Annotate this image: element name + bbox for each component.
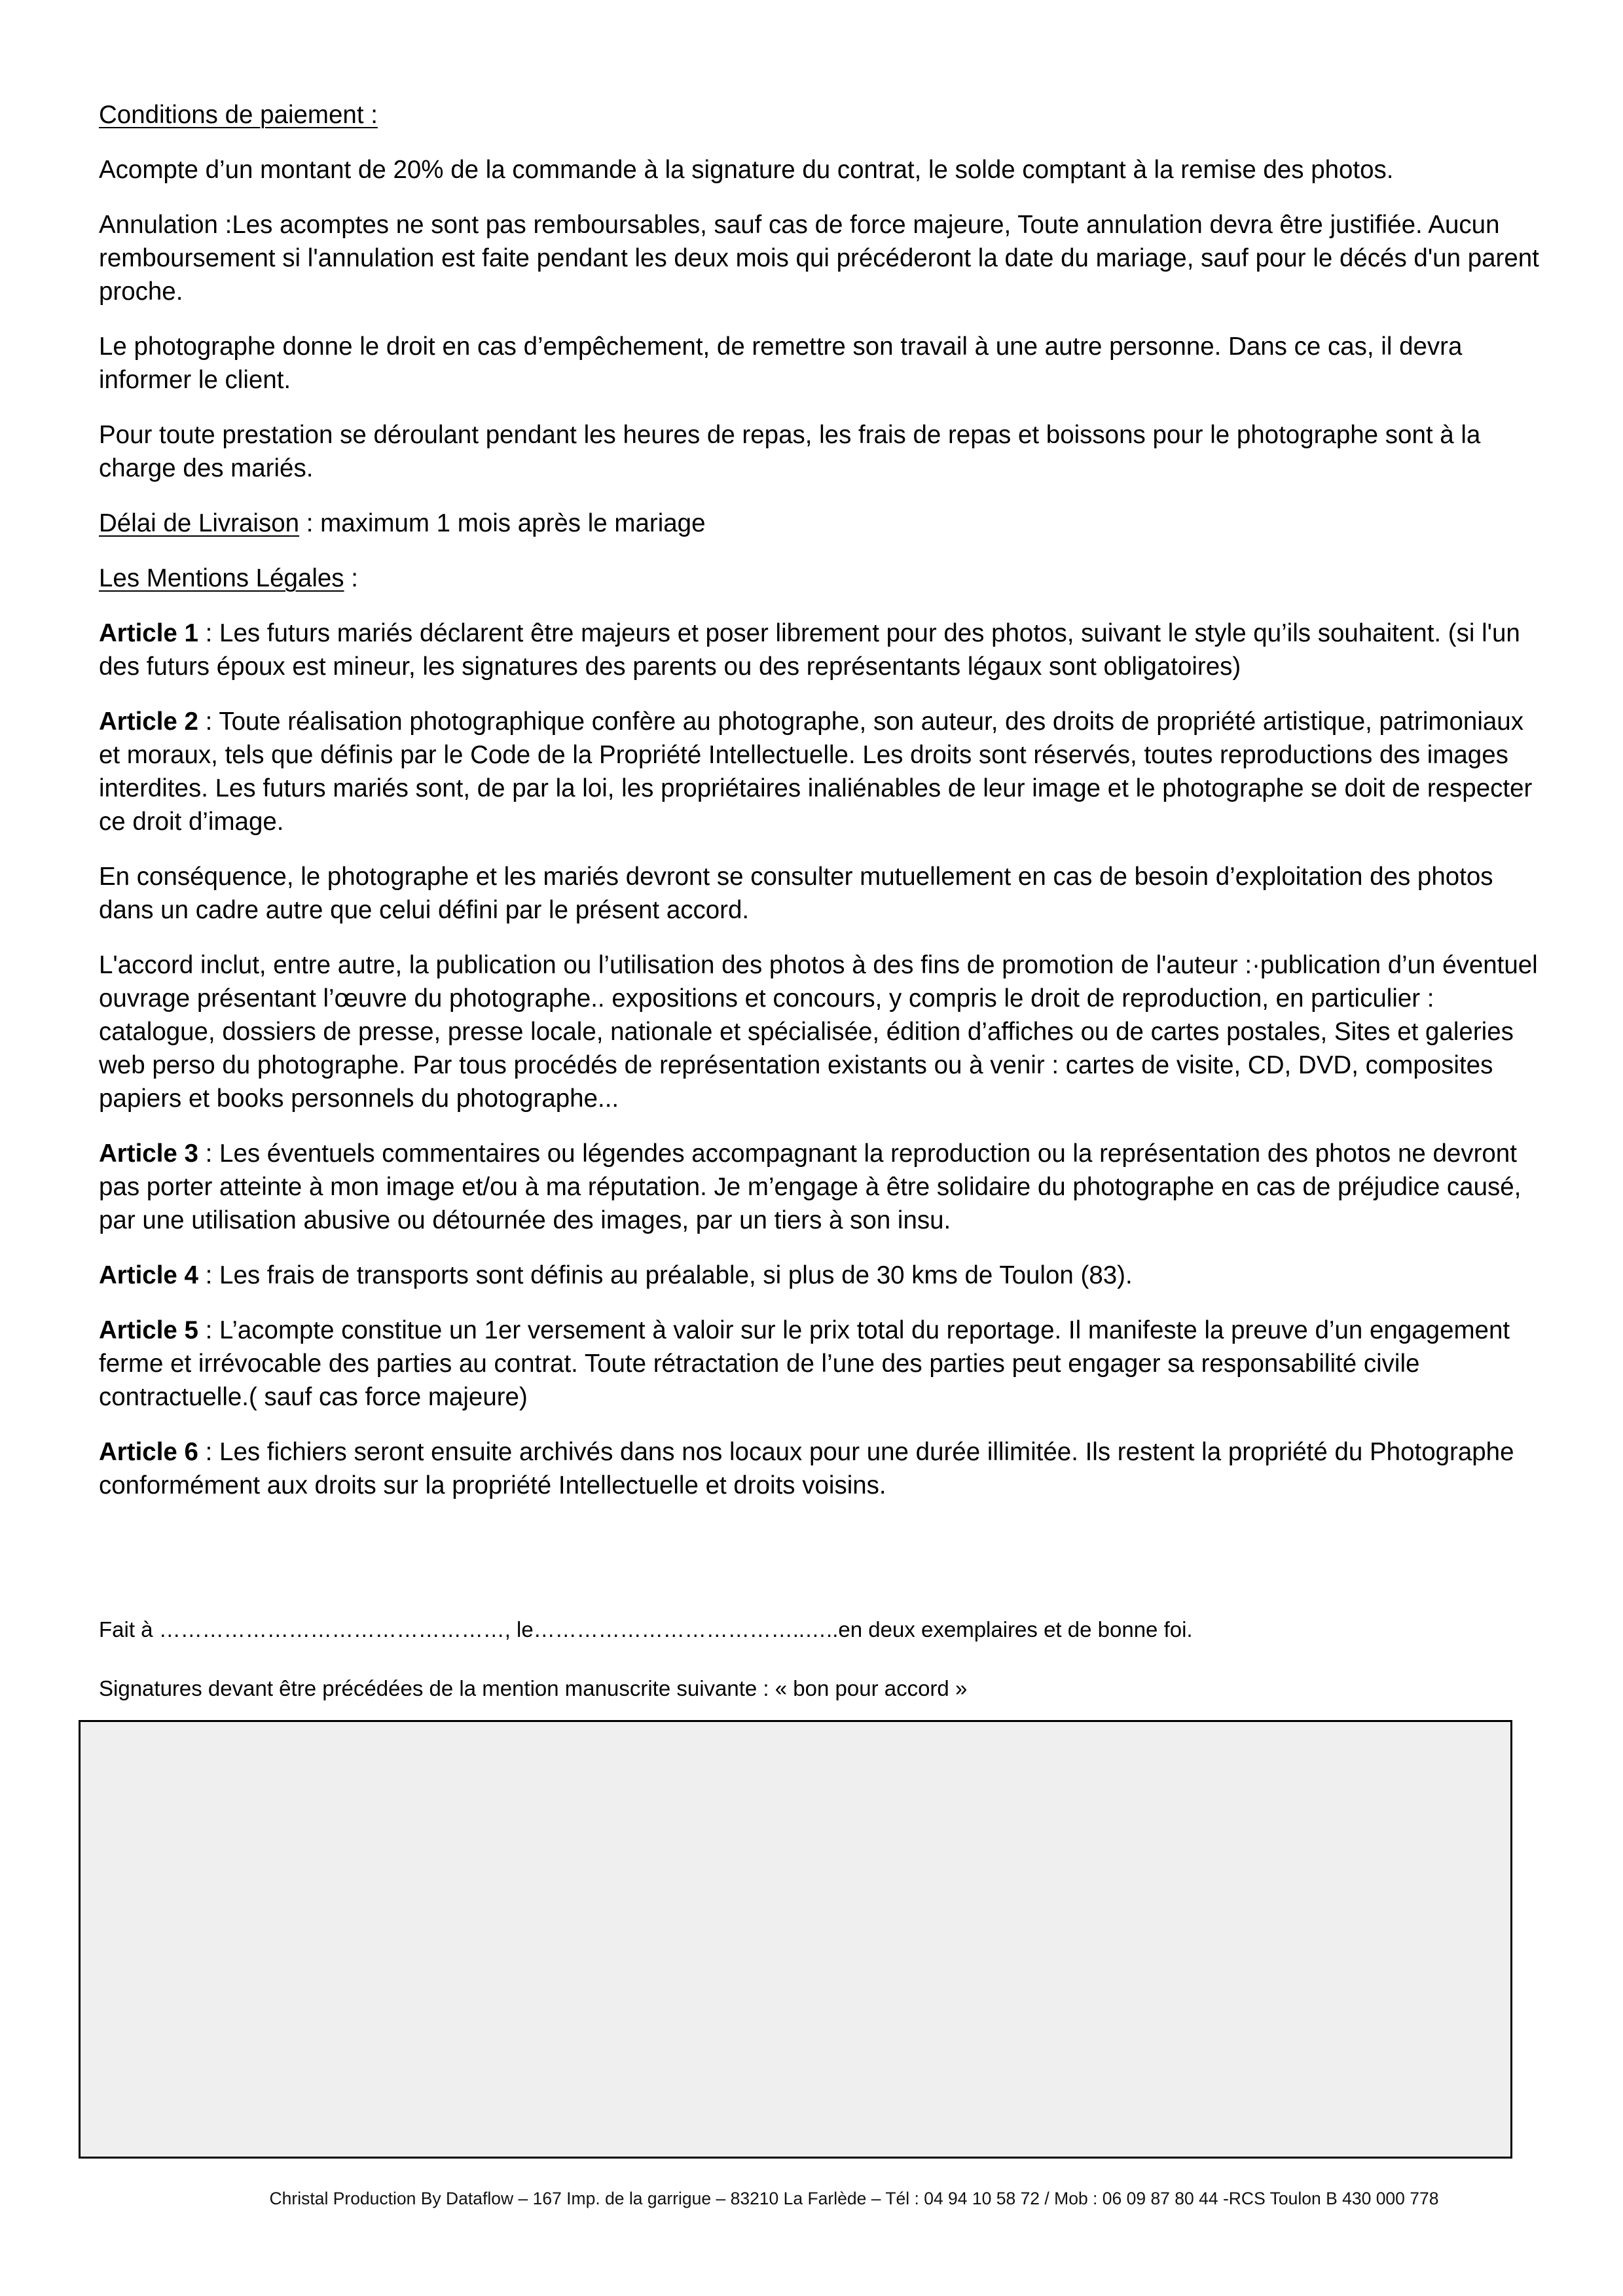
article-5-label: Article 5	[99, 1316, 198, 1344]
legal-label: Les Mentions Légales	[99, 564, 344, 592]
footer-company-info: Christal Production By Dataflow – 167 Imp. de la garrigue – 83210 La Farlède – Tél : 04 94 10 58 72 / Mob : 06 09 87 80 44 -RCS Toulon B 430 000 778	[269, 2189, 1439, 2208]
article-2	[99, 705, 1539, 838]
delivery-label: Délai de Livraison	[99, 509, 300, 537]
signature-box[interactable]	[79, 1720, 1512, 2159]
accord-paragraph: L'accord inclut, entre autre, la publication ou l’utilisation des photos à des fins de promotion de l'auteur :·publication d’un éventuel ouvrage présentant l’œuvre du photographe.. expositions et concours, y compris le droit de reproduction, en particulier : catalogue, dossiers de presse, presse locale, nationale et spécialisée, édition d’affiches ou de cartes postales, Sites et galeries web perso du photographe. Par tous procédés de représentation existants ou à venir : cartes de visite, CD, DVD, composites papiers et books personnels du photographe...	[99, 951, 1538, 1113]
article-5-text: : L’acompte constitue un 1er versement à valoir sur le prix total du reportage. Il manifeste la preuve d’un engagement ferme et irrévocable des parties au contrat. Toute rétractation de l’une des parties peut engager sa responsabilité civile contractuelle.( sauf cas force majeure)	[99, 1316, 1510, 1411]
article-4-text: : Les frais de transports sont définis au préalable, si plus de 30 kms de Toulon (83).	[198, 1261, 1133, 1289]
fait-a-line: Fait à …………………………………………, le………………………………..…..en deux exemplaires et de bonne foi.	[99, 1617, 1193, 1641]
article-1-text: : Les futurs mariés déclarent être majeurs et poser librement pour des photos, suivant le style qu’ils souhaitent. (si l'un des futurs époux est mineur, les signatures des parents ou des représentants légaux sont obligatoires)	[99, 619, 1520, 681]
article-4-label: Article 4	[99, 1261, 198, 1289]
article-6	[99, 1435, 1539, 1502]
article-1-label: Article 1	[99, 619, 198, 647]
article-4	[99, 1259, 1539, 1292]
signature-mention: Signatures devant être précédées de la mention manuscrite suivante : « bon pour accord »	[99, 1676, 968, 1700]
annulation-paragraph: Annulation :Les acomptes ne sont pas remboursables, sauf cas de force majeure, Toute annulation devra être justifiée. Aucun remboursement si l'annulation est faite pendant les deux mois qui précéderont la date du mariage, sauf pour le décés d'un parent proche.	[99, 211, 1539, 306]
legal-suffix: :	[344, 564, 358, 592]
payment-heading-text: Conditions de paiement :	[99, 101, 378, 129]
acompte-paragraph: Acompte d’un montant de 20% de la commande à la signature du contrat, le solde comptant à la remise des photos.	[99, 156, 1394, 184]
article-2-text: : Toute réalisation photographique confère au photographe, son auteur, des droits de propriété artistique, patrimoniaux et moraux, tels que définis par le Code de la Propriété Intellectuelle. Les droits sont réservés, toutes reproductions des images interdites. Les futurs mariés sont, de par la loi, les propriétaires inaliénables de leur image et le photographe se doit de respecter ce droit d’image.	[99, 708, 1533, 836]
article-6-text: : Les fichiers seront ensuite archivés dans nos locaux pour une durée illimitée. Ils restent la propriété du Photographe conformément aux droits sur la propriété Intellectuelle et droits voisins.	[99, 1438, 1514, 1499]
delivery-text: : maximum 1 mois après le mariage	[299, 509, 706, 537]
article-6-label: Article 6	[99, 1438, 198, 1466]
legal-heading	[99, 562, 1539, 595]
article-3-text: : Les éventuels commentaires ou légendes accompagnant la reproduction ou la représentation des photos ne devront pas porter atteinte à mon image et/ou à ma réputation. Je m’engage à être solidaire du photographe en cas de préjudice causé, par une utilisation abusive ou détournée des images, par un tiers à son insu.	[99, 1139, 1522, 1234]
article-1	[99, 617, 1539, 683]
article-2-label: Article 2	[99, 708, 198, 736]
article-3-label: Article 3	[99, 1139, 198, 1168]
repas-paragraph: Pour toute prestation se déroulant pendant les heures de repas, les frais de repas et boissons pour le photographe sont à la charge des mariés.	[99, 421, 1481, 482]
delivery-paragraph	[99, 507, 1539, 540]
empechement-paragraph: Le photographe donne le droit en cas d’empêchement, de remettre son travail à une autre personne. Dans ce cas, il devra informer le client.	[99, 332, 1463, 394]
payment-heading	[99, 98, 1539, 132]
contract-body	[99, 98, 1539, 1524]
article-3	[99, 1137, 1539, 1237]
article-5	[99, 1314, 1539, 1414]
consequence-paragraph: En conséquence, le photographe et les mariés devront se consulter mutuellement en cas de besoin d’exploitation des photos dans un cadre autre que celui défini par le présent accord.	[99, 863, 1493, 924]
